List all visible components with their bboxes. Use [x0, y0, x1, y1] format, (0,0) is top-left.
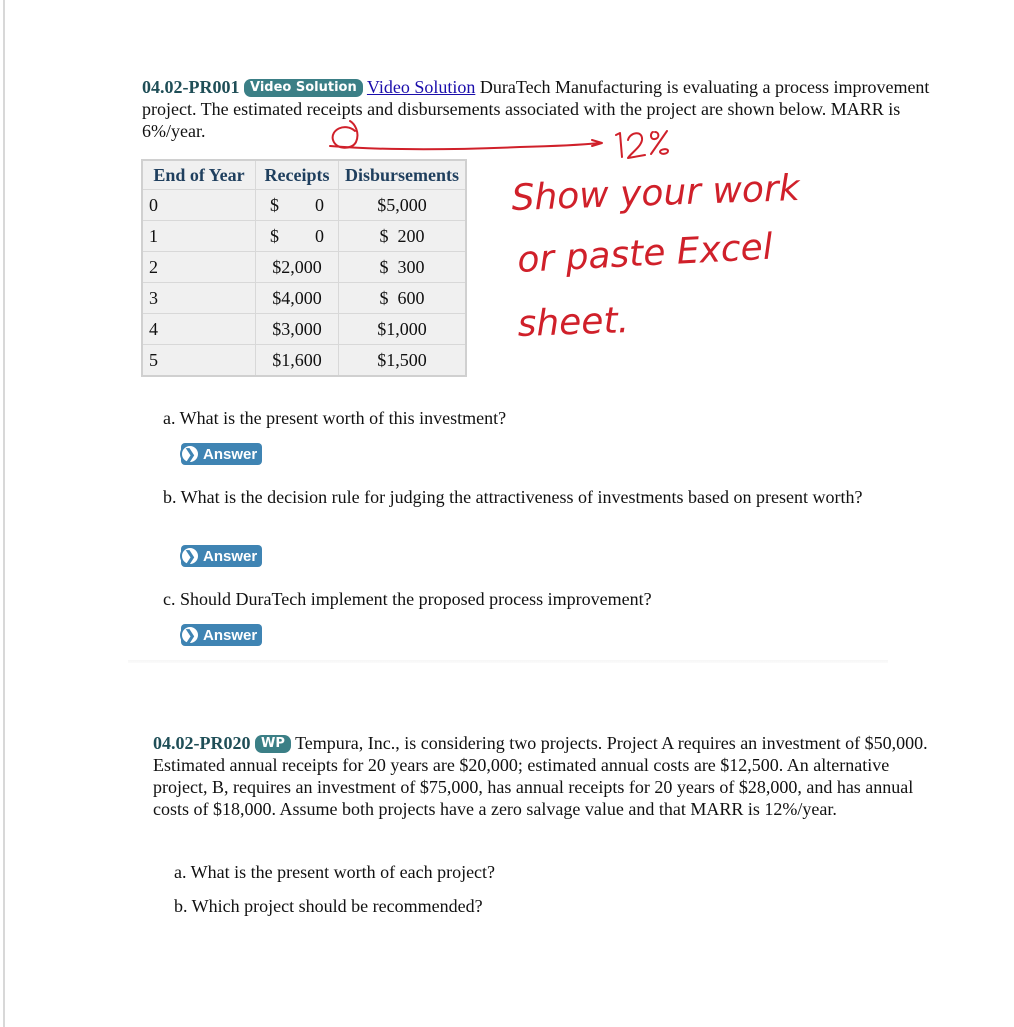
cell-year: 5 [142, 345, 256, 377]
receipts-value: $1,600 [272, 349, 322, 370]
cell-disbursements: $1,500 [339, 345, 467, 377]
cell-year: 3 [142, 283, 256, 314]
video-solution-link[interactable]: Video Solution [366, 77, 476, 97]
cell-year: 0 [142, 190, 256, 221]
col-header-receipts: Receipts [256, 160, 339, 190]
receipts-value: 0 [315, 225, 324, 246]
video-solution-badge[interactable]: Video Solution [244, 79, 363, 97]
question-b: b. Which project should be recommended? [174, 896, 483, 916]
problem-text: DuraTech Manufacturing is evaluating a process improvement project. The estimated receipts and disbursements associated with the project are shown below. MARR is 6%/year. [142, 77, 930, 141]
cell-disbursements: $ 200 [339, 221, 467, 252]
receipts-value: $3,000 [272, 318, 322, 339]
chevron-right-icon: ❯ [180, 444, 200, 464]
svg-text:or paste Excel: or paste Excel [516, 226, 774, 281]
col-header-year: End of Year [142, 160, 256, 190]
section-divider [128, 660, 888, 663]
answer-button-a[interactable] [181, 443, 262, 465]
cell-disbursements: $1,000 [339, 314, 467, 345]
handwritten-annotation [0, 0, 1014, 420]
chevron-right-icon: ❯ [180, 546, 200, 566]
question-b-text: b. What is the decision rule for judging the attractiveness of investments based on present worth? [163, 487, 863, 507]
svg-text:sheet.: sheet. [516, 300, 630, 345]
cell-disbursements: $ 300 [339, 252, 467, 283]
problem-id: 04.02-PR020 [153, 733, 251, 753]
wp-badge[interactable]: WP [255, 735, 291, 753]
cell-year: 4 [142, 314, 256, 345]
answer-button-c[interactable] [181, 624, 262, 646]
answer-label: Answer [203, 445, 258, 463]
cell-disbursements: $ 600 [339, 283, 467, 314]
problem-2-statement [153, 732, 943, 820]
answer-button-b[interactable] [181, 545, 262, 567]
answer-label: Answer [203, 547, 258, 565]
col-header-disbursements: Disbursements [339, 160, 467, 190]
currency-symbol: $ [270, 194, 279, 215]
cell-year: 2 [142, 252, 256, 283]
receipts-value: 0 [315, 194, 324, 215]
answer-label: Answer [203, 626, 258, 644]
problem-id: 04.02-PR001 [142, 77, 240, 97]
cell-year: 1 [142, 221, 256, 252]
problem-text: Tempura, Inc., is considering two projects. Project A requires an investment of $50,000. Estimated annual receipts for 20 years are $20,000; estimated annual costs are $12,500. An alternative project, B, requires an investment of $75,000, has annual receipts for 20 years of $28,000, and has annual costs of $18,000. Assume both projects have a zero salvage value and that MARR is 12%/year. [153, 733, 928, 819]
question-a: a. What is the present worth of each project? [174, 862, 496, 882]
question-c: c. Should DuraTech implement the proposed process improvement? [163, 589, 652, 609]
handwritten-note [511, 168, 802, 345]
cell-disbursements: $5,000 [339, 190, 467, 221]
receipts-value: $4,000 [272, 287, 322, 308]
chevron-right-icon: ❯ [180, 625, 200, 645]
currency-symbol: $ [270, 225, 279, 246]
receipts-value: $2,000 [272, 256, 322, 277]
question-a: a. What is the present worth of this investment? [163, 408, 507, 428]
svg-text:Show your work: Show your work [510, 167, 801, 219]
question-b [163, 486, 908, 508]
